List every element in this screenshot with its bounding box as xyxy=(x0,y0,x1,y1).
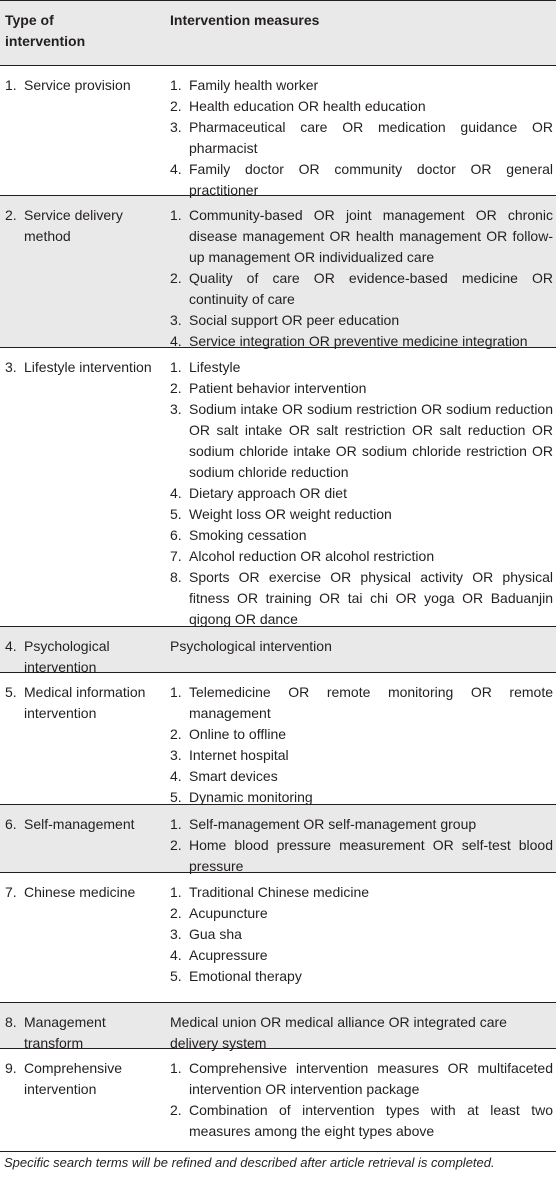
measure-item xyxy=(170,205,553,268)
intervention-type-cell xyxy=(0,627,170,675)
table-row xyxy=(0,673,556,805)
measure-text: Sports OR exercise OR physical activity OR physical fitness OR training OR tai chi OR yoga OR Baduanjin qigong OR dance xyxy=(189,569,553,627)
measure-text: Comprehensive intervention measures OR multifaceted intervention OR intervention package xyxy=(189,1060,553,1097)
row-number: 2. xyxy=(5,207,17,223)
measure-item xyxy=(170,903,553,924)
measure-text: Pharmaceutical care OR medication guidance OR pharmacist xyxy=(189,119,553,156)
intervention-type-label: Lifestyle intervention xyxy=(24,359,152,375)
measure-text: Acupuncture xyxy=(189,905,268,921)
measure-item xyxy=(170,567,553,630)
measure-item xyxy=(170,399,553,483)
measure-text: Smoking cessation xyxy=(189,527,307,543)
measure-text: Traditional Chinese medicine xyxy=(189,884,370,900)
table-footnote: Specific search terms will be refined and described after article retrieval is completed. xyxy=(4,1155,495,1170)
measure-item xyxy=(170,766,553,787)
measure-item xyxy=(170,945,553,966)
measure-number: 5. xyxy=(170,789,182,805)
measure-number: 3. xyxy=(170,926,182,942)
intervention-type-label: Chinese medicine xyxy=(24,884,136,900)
measure-item xyxy=(170,525,553,546)
intervention-type-label: Management transform xyxy=(24,1014,106,1051)
table-row xyxy=(0,1003,556,1049)
intervention-type-cell xyxy=(0,1003,170,1051)
measure-number: 2. xyxy=(170,1102,182,1118)
measure-text: Service integration OR preventive medicine integration xyxy=(189,333,528,349)
measure-text: Weight loss OR weight reduction xyxy=(189,506,392,522)
table-row xyxy=(0,348,556,627)
measure-item xyxy=(170,378,553,399)
measure-text: Dietary approach OR diet xyxy=(189,485,347,501)
measure-text: Dynamic monitoring xyxy=(189,789,313,805)
measure-item xyxy=(170,75,553,96)
intervention-type-cell xyxy=(0,873,170,1002)
measure-number: 2. xyxy=(170,837,182,853)
measure-number: 1. xyxy=(170,816,182,832)
measure-item xyxy=(170,310,553,331)
measure-number: 5. xyxy=(170,506,182,522)
header-measures: Intervention measures xyxy=(170,12,320,28)
intervention-measures-cell xyxy=(170,873,556,1002)
intervention-type-cell xyxy=(0,1049,170,1151)
measure-text: Family health worker xyxy=(189,77,319,93)
header-type-label: Type of intervention xyxy=(5,12,86,49)
measure-item xyxy=(170,268,553,310)
measure-text: Quality of care OR evidence-based medicine OR continuity of care xyxy=(189,270,553,307)
intervention-measures-cell xyxy=(170,196,556,347)
measure-text: Home blood pressure measurement OR self-test blood pressure xyxy=(189,837,553,874)
measure-text: Internet hospital xyxy=(189,747,289,763)
row-number: 4. xyxy=(5,638,17,654)
intervention-type-cell xyxy=(0,805,170,872)
measure-number: 2. xyxy=(170,98,182,114)
measure-text: Emotional therapy xyxy=(189,968,302,984)
measure-item xyxy=(170,483,553,504)
measure-text: Health education OR health education xyxy=(189,98,426,114)
measure-text: Acupressure xyxy=(189,947,268,963)
intervention-type-cell xyxy=(0,66,170,195)
row-number: 7. xyxy=(5,884,17,900)
intervention-measures-cell xyxy=(170,673,556,804)
intervention-measures-cell xyxy=(170,66,556,198)
table-row xyxy=(0,1049,556,1152)
intervention-measures-cell xyxy=(170,1003,556,1051)
row-number: 9. xyxy=(5,1060,17,1076)
measure-text: Smart devices xyxy=(189,768,278,784)
measure-item xyxy=(170,682,553,724)
measure-number: 6. xyxy=(170,527,182,543)
measure-text: Lifestyle xyxy=(189,359,241,375)
measure-item xyxy=(170,835,553,877)
measure-number: 4. xyxy=(170,947,182,963)
measure-item xyxy=(170,159,553,201)
measure-number: 1. xyxy=(170,359,182,375)
row-number: 8. xyxy=(5,1014,17,1030)
measure-item xyxy=(170,724,553,745)
measure-item xyxy=(170,882,553,903)
intervention-type-label: Medical information intervention xyxy=(24,684,146,721)
measure-number: 7. xyxy=(170,548,182,564)
measure-item xyxy=(170,966,553,987)
measure-item xyxy=(170,504,553,525)
measure-number: 2. xyxy=(170,380,182,396)
measure-number: 8. xyxy=(170,569,182,585)
measure-text: Medical union OR medical alliance OR integrated care delivery system xyxy=(170,1014,507,1051)
measure-item xyxy=(170,96,553,117)
measure-item xyxy=(170,745,553,766)
measure-item xyxy=(170,117,553,159)
measure-item xyxy=(170,546,553,567)
row-number: 6. xyxy=(5,816,17,832)
intervention-type-label: Comprehensive intervention xyxy=(24,1060,123,1097)
measure-text: Online to offline xyxy=(189,726,287,742)
measure-text: Sodium intake OR sodium restriction OR sodium reduction OR salt intake OR salt restriction OR salt reduction OR sodium chloride intake OR sodium chloride restriction OR sodium chloride reduction xyxy=(189,401,553,480)
table-row xyxy=(0,805,556,873)
measure-text: Social support OR peer education xyxy=(189,312,400,328)
measure-text: Family doctor OR community doctor OR general practitioner xyxy=(189,161,553,198)
intervention-measures-cell xyxy=(170,348,556,626)
measure-number: 1. xyxy=(170,207,182,223)
measure-number: 1. xyxy=(170,684,182,700)
measure-number: 4. xyxy=(170,768,182,784)
measure-number: 5. xyxy=(170,968,182,984)
intervention-type-cell xyxy=(0,673,170,804)
intervention-type-label: Psychological intervention xyxy=(24,638,110,675)
intervention-type-cell xyxy=(0,348,170,626)
table-header xyxy=(0,0,556,66)
measure-number: 1. xyxy=(170,884,182,900)
measure-text: Self-management OR self-management group xyxy=(189,816,477,832)
measure-text: Patient behavior intervention xyxy=(189,380,367,396)
header-type xyxy=(0,1,170,65)
row-number: 1. xyxy=(5,77,17,93)
measure-number: 2. xyxy=(170,905,182,921)
measure-item xyxy=(170,357,553,378)
measure-text: Psychological intervention xyxy=(170,638,332,654)
measure-item xyxy=(170,814,553,835)
table-row xyxy=(0,873,556,1003)
table-row xyxy=(0,66,556,196)
measure-text: Combination of intervention types with at least two measures among the eight types above xyxy=(189,1102,553,1139)
measure-number: 4. xyxy=(170,161,182,177)
measure-number: 3. xyxy=(170,312,182,328)
intervention-type-cell xyxy=(0,196,170,347)
measure-item xyxy=(170,1058,553,1100)
measure-text: Gua sha xyxy=(189,926,242,942)
measure-number: 1. xyxy=(170,1060,182,1076)
measure-item xyxy=(170,924,553,945)
measure-text: Telemedicine OR remote monitoring OR remote management xyxy=(189,684,553,721)
intervention-type-label: Self-management xyxy=(24,816,135,832)
measure-number: 4. xyxy=(170,485,182,501)
table-row xyxy=(0,196,556,348)
measure-number: 2. xyxy=(170,726,182,742)
measure-text: Community-based OR joint management OR chronic disease management OR health management OR follow-up management OR individualized care xyxy=(189,207,553,265)
measure-number: 3. xyxy=(170,401,182,417)
intervention-measures-cell xyxy=(170,1049,556,1151)
measure-item xyxy=(170,1100,553,1142)
measure-number: 3. xyxy=(170,119,182,135)
intervention-type-label: Service delivery method xyxy=(24,207,123,244)
intervention-measures-cell xyxy=(170,805,556,872)
measure-number: 1. xyxy=(170,77,182,93)
table-body xyxy=(0,66,556,1152)
row-number: 5. xyxy=(5,684,17,700)
measure-number: 3. xyxy=(170,747,182,763)
table-row xyxy=(0,627,556,673)
intervention-type-label: Service provision xyxy=(24,77,131,93)
measure-number: 4. xyxy=(170,333,182,349)
row-number: 3. xyxy=(5,359,17,375)
intervention-measures-cell xyxy=(170,627,556,672)
measure-text: Alcohol reduction OR alcohol restriction xyxy=(189,548,435,564)
measure-number: 2. xyxy=(170,270,182,286)
